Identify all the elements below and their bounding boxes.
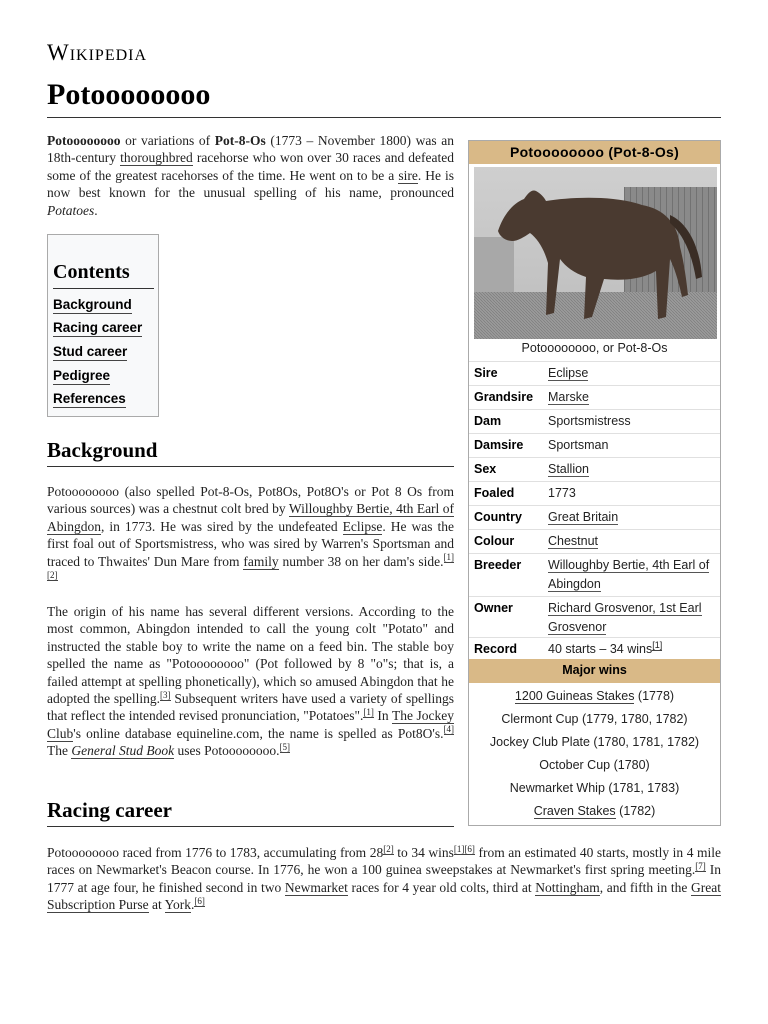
infobox-major-wins-header: Major wins (469, 659, 720, 683)
infobox-value (548, 556, 718, 594)
infobox-label: Owner (474, 601, 513, 615)
para-text: from an estimated 40 starts, mostly in 4 mile races on Newmarket's Beacon course. In 1776, he won a 100 guinea sweepstakes at Newmarket's first spring meeting. (47, 845, 721, 878)
infobox-row-damsire (469, 433, 720, 458)
infobox-row-sire (469, 361, 720, 386)
infobox-row-sex (469, 457, 720, 482)
link-eclipse[interactable]: Eclipse (342, 518, 383, 534)
infobox-label: Sire (474, 366, 498, 380)
infobox-row-colour (469, 529, 720, 554)
win-text: October Cup (1780) (539, 758, 650, 772)
reference-link[interactable]: [5] (279, 741, 290, 752)
toc-item-background[interactable]: Background (53, 297, 132, 312)
reference-link[interactable]: [6] (464, 843, 475, 854)
para-text: 's online database equineline.com, the name is spelled as Pot8O's. (73, 725, 444, 741)
major-win-item (469, 804, 720, 818)
infobox-label: Dam (474, 414, 502, 428)
win-text: Clermont Cup (1779, 1780, 1782) (501, 712, 688, 726)
link-sire[interactable]: sire (398, 167, 418, 183)
reference-link[interactable]: [1] (443, 552, 454, 563)
intro-text: . (94, 202, 98, 218)
para-text: Potoooooooo (also spelled Pot-8-Os, Pot8Os, Pot8O's or Pot 8 Os from various sources) was a chestnut colt bred by (47, 484, 454, 517)
para-text: at (148, 897, 165, 913)
toc-item-references[interactable]: References (53, 391, 126, 406)
intro-text: . He is now best known for the unusual spelling of his name, pronounced (47, 167, 454, 201)
toc-item-racing-career[interactable]: Racing career (53, 320, 143, 335)
infobox-row-country (469, 505, 720, 530)
infobox-value: Sportsmistress (548, 414, 631, 428)
intro-paragraph (47, 132, 454, 219)
para-text: races for 4 year old colts, third at (347, 879, 536, 895)
infobox-value (548, 599, 718, 637)
link-newmarket[interactable]: Newmarket (284, 879, 348, 895)
para-text: number 38 on her dam's side. (278, 553, 444, 569)
toc-item-stud-career[interactable]: Stud career (53, 344, 128, 359)
infobox-value (548, 640, 718, 659)
horse-portrait-image[interactable] (474, 167, 717, 339)
para-text: The origin of his name has several different versions. According to the most common, Abingdon intended to call the young colt "Potato" and instructed the stable boy to write the name on a feed bin. The stable boy spelled the name as "Potoooooooo" (Pot followed by 8 "o"s; that is, a failed attempt at spelling phonetically), which so amused Abingdon that he adopted the spelling. (47, 604, 454, 707)
infobox-value: Sportsman (548, 438, 609, 452)
link-willoughby-bertie[interactable]: Willoughby Bertie, 4th Earl of Abingdon (47, 501, 455, 534)
intro-text: (1773 – November 1800) was an 18th-century (47, 133, 454, 166)
link-general-stud-book[interactable]: General Stud Book (71, 743, 175, 759)
link-sire-eclipse[interactable]: Eclipse (548, 366, 589, 380)
title-divider (47, 117, 721, 118)
page-title: Potoooooooo (47, 78, 211, 111)
table-of-contents (47, 234, 159, 417)
win-text: Jockey Club Plate (1780, 1781, 1782) (489, 735, 700, 749)
major-win-item (469, 735, 720, 749)
reference-link[interactable]: [4] (443, 724, 454, 735)
heading-divider (47, 466, 454, 467)
heading-divider (47, 826, 454, 827)
infobox-label: Colour (474, 534, 515, 548)
infobox-image-caption: Potoooooooo, or Pot-8-Os (521, 341, 668, 355)
infobox-value (548, 460, 718, 479)
background-paragraph-2 (47, 603, 454, 760)
para-text: Potoooooooo raced from 1776 to 1783, accumulating from 28 (47, 845, 384, 860)
infobox-label: Damsire (474, 438, 524, 452)
para-text: . He was the first foal out of Sportsmistress, who was sired by Warren's Sportsman and traced to Thwaites' Dun Mare from (47, 518, 454, 569)
para-text: uses Potoooooooo. (174, 743, 280, 759)
link-craven-stakes[interactable]: Craven Stakes (533, 804, 616, 818)
reference-link[interactable]: [7] (695, 860, 706, 871)
major-win-item (469, 781, 720, 795)
toc-divider (53, 288, 154, 289)
link-stallion[interactable]: Stallion (548, 462, 589, 476)
infobox-value (548, 364, 718, 383)
intro-bold-alt: Pot-8-Os (214, 133, 266, 148)
infobox-value (548, 508, 718, 527)
link-breeder[interactable]: Willoughby Bertie, 4th Earl of Abingdon (548, 558, 710, 591)
para-text: to 34 wins (393, 845, 454, 860)
intro-bold-name: Potoooooooo (47, 133, 121, 148)
win-text: Newmarket Whip (1781, 1783) (509, 781, 680, 795)
infobox (468, 140, 721, 826)
reference-link[interactable]: [3] (160, 689, 171, 700)
heading-background: Background (47, 438, 158, 462)
infobox-row-owner (469, 596, 720, 638)
infobox-value: 1773 (548, 486, 576, 500)
infobox-label: Country (474, 510, 522, 524)
link-family[interactable]: family (243, 553, 279, 569)
para-text: , and fifth in the (599, 879, 692, 895)
link-owner[interactable]: Richard Grosvenor, 1st Earl Grosvenor (548, 601, 702, 634)
intro-text: racehorse who won over 30 races and defeated some of the greatest racehorses of the time. He went on to be a (47, 150, 454, 183)
infobox-row-dam (469, 409, 720, 434)
infobox-label: Sex (474, 462, 497, 476)
major-win-item (469, 689, 720, 703)
record-text: 40 starts – 34 wins (548, 642, 653, 656)
reference-link[interactable]: [1] (652, 639, 663, 650)
toc-item-pedigree[interactable]: Pedigree (53, 368, 111, 383)
link-chestnut[interactable]: Chestnut (548, 534, 599, 548)
win-text: (1782) (615, 804, 656, 818)
para-text: The (47, 743, 72, 759)
reference-link[interactable]: [6] (194, 895, 205, 906)
reference-link[interactable]: [1] (363, 706, 374, 717)
link-york[interactable]: York (164, 897, 192, 913)
infobox-label: Foaled (474, 486, 515, 500)
major-win-item (469, 758, 720, 772)
heading-racing-career: Racing career (47, 798, 172, 822)
para-text: . (191, 897, 195, 913)
infobox-label: Grandsire (474, 390, 534, 404)
intro-italic-potatoes: Potatoes (47, 202, 95, 218)
link-great-britain[interactable]: Great Britain (548, 510, 619, 524)
link-thoroughbred[interactable]: thoroughbred (120, 150, 193, 166)
infobox-row-grandsire (469, 385, 720, 410)
link-1200-guineas-stakes[interactable]: 1200 Guineas Stakes (514, 689, 635, 703)
para-text: In 1777 at age four, he finished second in two (47, 862, 722, 895)
para-text: , in 1773. He was sired by the undefeated (101, 518, 343, 534)
para-text: Subsequent writers have used a variety of spellings that reflect the intended revised pronunciation, "Potatoes". (47, 691, 454, 724)
reference-link[interactable]: [1] (453, 843, 465, 854)
major-win-item (469, 712, 720, 726)
toc-title: Contents (53, 261, 130, 283)
infobox-value (548, 388, 718, 407)
link-great-subscription-purse[interactable]: Great Subscription Purse (47, 879, 721, 913)
win-text: (1778) (634, 689, 675, 703)
infobox-title: Potoooooooo (Pot-8-Os) (469, 141, 720, 164)
infobox-row-foaled (469, 481, 720, 506)
reference-link[interactable]: [2] (47, 569, 58, 580)
para-text: In (373, 708, 392, 724)
reference-link[interactable]: [2] (383, 843, 394, 854)
link-jockey-club[interactable]: The Jockey Club (47, 708, 454, 741)
infobox-value (548, 532, 718, 551)
infobox-row-breeder (469, 553, 720, 597)
infobox-label: Record (474, 642, 518, 656)
racing-paragraph-1 (47, 844, 721, 914)
infobox-row-record (469, 637, 720, 660)
background-paragraph-1 (47, 483, 454, 587)
infobox-label: Breeder (474, 558, 522, 572)
wikipedia-wordmark[interactable]: Wikipedia (47, 40, 148, 65)
link-nottingham[interactable]: Nottingham (535, 879, 600, 895)
intro-text: or variations of (120, 133, 215, 148)
link-grandsire-marske[interactable]: Marske (548, 390, 589, 404)
